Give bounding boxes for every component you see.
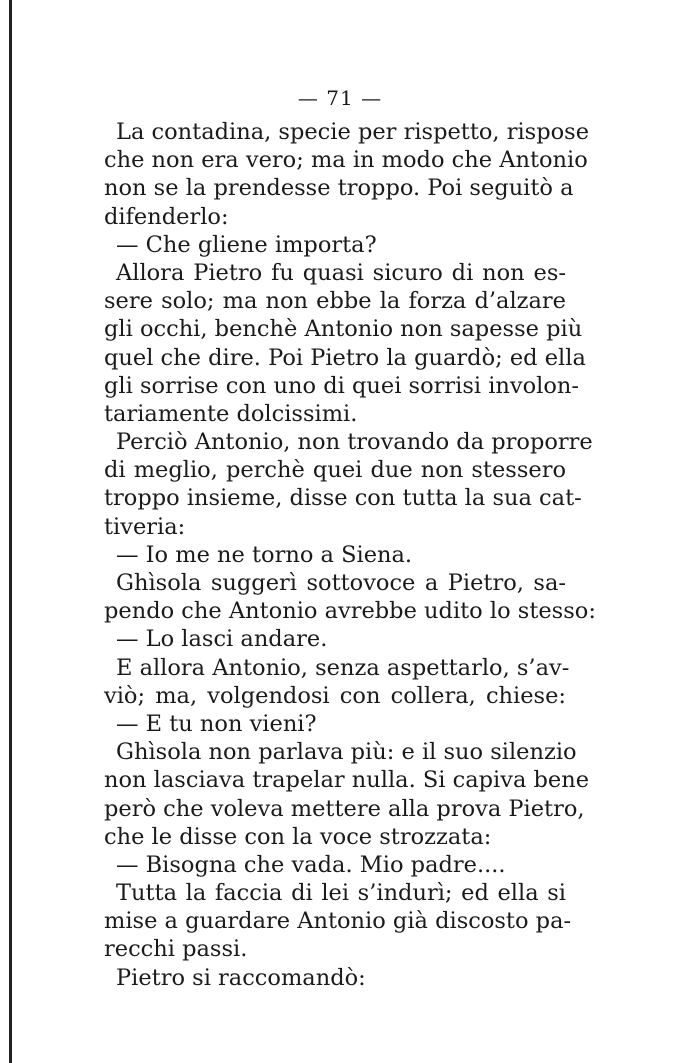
text-line: mise a guardare Antonio già discosto pa- (104, 908, 572, 935)
text-line: però che voleva mettere alla prova Pietro, (104, 795, 585, 822)
text-line: — Io me ne torno a Siena. (116, 541, 413, 568)
text-line: quel che dire. Poi Pietro la guardò; ed ella (104, 344, 586, 371)
text-line: tariamente dolcissimi. (104, 400, 358, 427)
page-binding-edge (9, 0, 12, 1063)
text-line: non lasciava trapelar nulla. Si capiva bene (104, 767, 590, 794)
text-line: che non era vero; ma in modo che Antonio (104, 147, 588, 174)
text-line: tiveria: (104, 513, 186, 540)
text-line: — Bisogna che vada. Mio padre.... (116, 851, 506, 878)
text-line: viò; ma, volgendosi con collera, chiese: (104, 682, 566, 709)
body-text (104, 118, 596, 992)
text-line: La contadina, specie per rispetto, rispose (116, 119, 590, 145)
text-line: Tutta la faccia di lei s’indurì; ed ella si (116, 880, 566, 907)
page-number: — 71 — (297, 86, 383, 110)
text-line: E allora Antonio, senza aspettarlo, s’av- (116, 654, 570, 681)
text-line: sere solo; ma non ebbe la forza d’alzare (104, 288, 566, 315)
text-line: — Lo lasci andare. (116, 626, 328, 653)
text-line: gli occhi, benchè Antonio non sapesse più (104, 316, 583, 343)
text-line: non se la prendesse troppo. Poi seguitò a (104, 175, 574, 202)
text-line: recchi passi. (104, 936, 248, 963)
text-line: troppo insieme, disse con tutta la sua cat- (104, 485, 582, 512)
text-line: di meglio, perchè quei due non stessero (104, 457, 566, 484)
text-line: che le disse con la voce strozzata: (104, 823, 492, 850)
text-line: Allora Pietro fu quasi sicuro di non es- (116, 259, 566, 286)
text-line: — E tu non vieni? (116, 710, 317, 737)
text-line: difenderlo: (104, 203, 229, 230)
text-line: Ghìsola suggerì sottovoce a Pietro, sa- (116, 570, 566, 596)
text-line: pendo che Antonio avrebbe udito lo stesso: (104, 598, 596, 625)
text-line: gli sorrise con uno di quei sorrisi involon- (104, 372, 580, 399)
text-line: Perciò Antonio, non trovando da proporre (116, 429, 593, 456)
text-line: — Che gliene importa? (116, 231, 377, 258)
text-line: Ghìsola non parlava più: e il suo silenzio (116, 739, 577, 766)
text-line: Pietro si raccomandò: (116, 964, 366, 991)
